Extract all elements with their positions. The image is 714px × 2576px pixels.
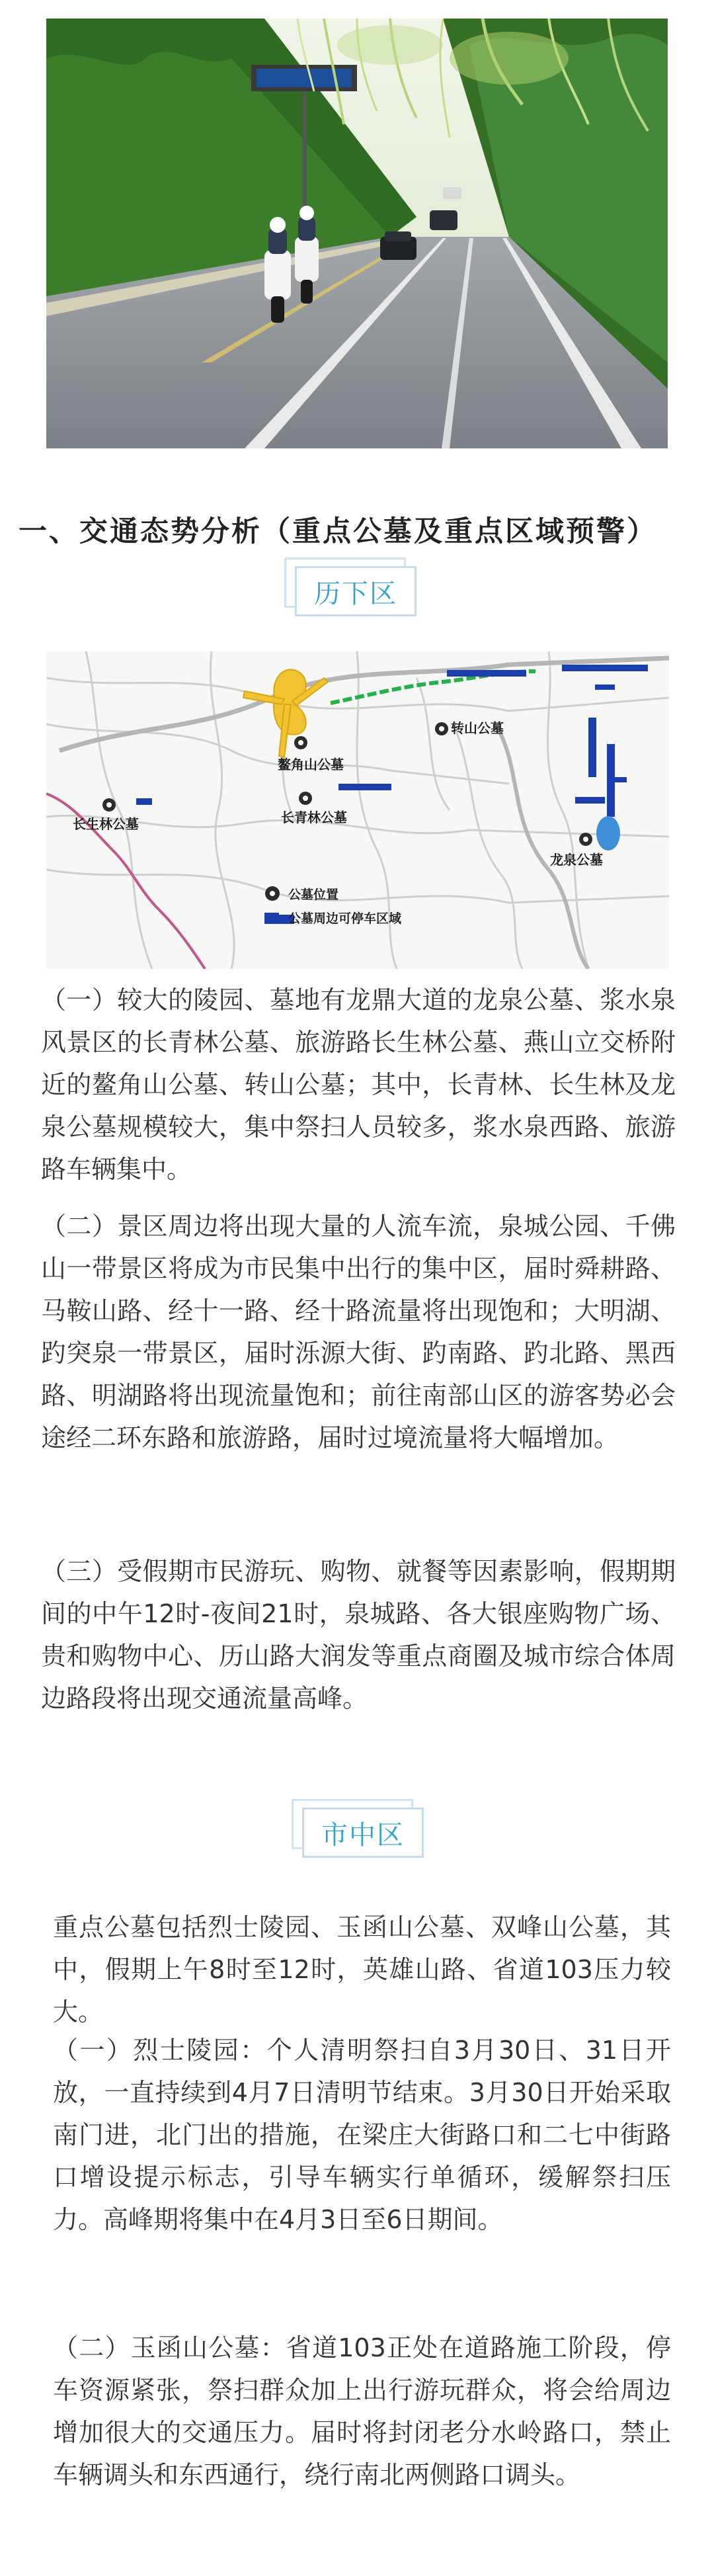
cemetery-map-svg <box>46 651 669 969</box>
district-tag-lixia <box>284 558 420 618</box>
map-label-changqinglin: 长青林公墓 <box>281 810 347 825</box>
cemetery-map <box>46 651 669 969</box>
legend-parking-label: 公墓周边可停车区域 <box>288 911 402 926</box>
paragraph-scenic-areas: （二）景区周边将出现大量的人流车流，泉城公园、千佛山一带景区将成为市民集中出行的集中区，届时舜耕路、马鞍山路、经十一路、经十路流量将出现饱和；大明湖、趵突泉一带景区，届时泺源大街、趵南路、趵北路、黑西路、明湖路将出现流量饱和；前往南部山区的游客势必会途经二环东路和旅游路，届时过境流量将大幅增加。 <box>41 1212 676 1452</box>
paragraph-martyrs-cemetery: （一）烈士陵园：个人清明祭扫自3月30日、31日开放，一直持续到4月7日清明节结束。3月30日开始采取南门进，北门出的措施，在梁庄大街路口和二七中街路口增设提示标志，引导车辆实行单循环，缓解祭扫压力。高峰期将集中在4月3日至6日期间。 <box>53 2036 671 2234</box>
paragraph-yuhanshan-cemetery: （二）玉函山公墓：省道103正处在道路施工阶段，停车资源紧张，祭扫群众加上出行游玩群众，将会给周边增加很大的交通压力。届时将封闭老分水岭路口，禁止车辆调头和东西通行，绕行南北两侧路口调头。 <box>53 2333 671 2489</box>
map-label-longquan: 龙泉公墓 <box>550 852 603 868</box>
paragraph-shopping-peak: （三）受假期市民游玩、购物、就餐等因素影响，假期期间的中午12时-夜间21时，泉城路、各大银座购物广场、贵和购物中心、历山路大润发等重点商圈及城市综合体周边路段将出现交通流量高峰。 <box>41 1557 676 1713</box>
map-label-aojiaoshan: 鳌角山公墓 <box>278 757 344 772</box>
district-name: 市中区 <box>321 1819 405 1850</box>
district-name: 历下区 <box>314 578 397 609</box>
tag-front-frame <box>295 566 416 616</box>
paragraph-key-cemeteries: 重点公墓包括烈士陵园、玉函山公墓、双峰山公墓，其中，假期上午8时至12时，英雄山路、省道103压力较大。 <box>53 1913 671 2026</box>
tag-front-frame <box>302 1807 424 1858</box>
legend-cemetery-label: 公墓位置 <box>288 888 339 902</box>
legend-parking-swatch <box>264 913 279 924</box>
hero-photo <box>46 19 668 448</box>
map-label-changshenglin: 长生林公墓 <box>73 816 139 832</box>
map-label-zhuanshan: 转山公墓 <box>451 720 504 736</box>
district-tag-shizhong <box>292 1799 427 1860</box>
paragraph-cemeteries: （一）较大的陵园、墓地有龙鼎大道的龙泉公墓、浆水泉风景区的长青林公墓、旅游路长生林公墓、燕山立交桥附近的鳌角山公墓、转山公墓；其中，长青林、长生林及龙泉公墓规模较大，集中祭扫人员较多，浆水泉西路、旅游路车辆集中。 <box>41 985 676 1184</box>
road-scene-image <box>46 19 668 448</box>
section-title: 一、交通态势分析（重点公墓及重点区域预警） <box>19 515 657 548</box>
